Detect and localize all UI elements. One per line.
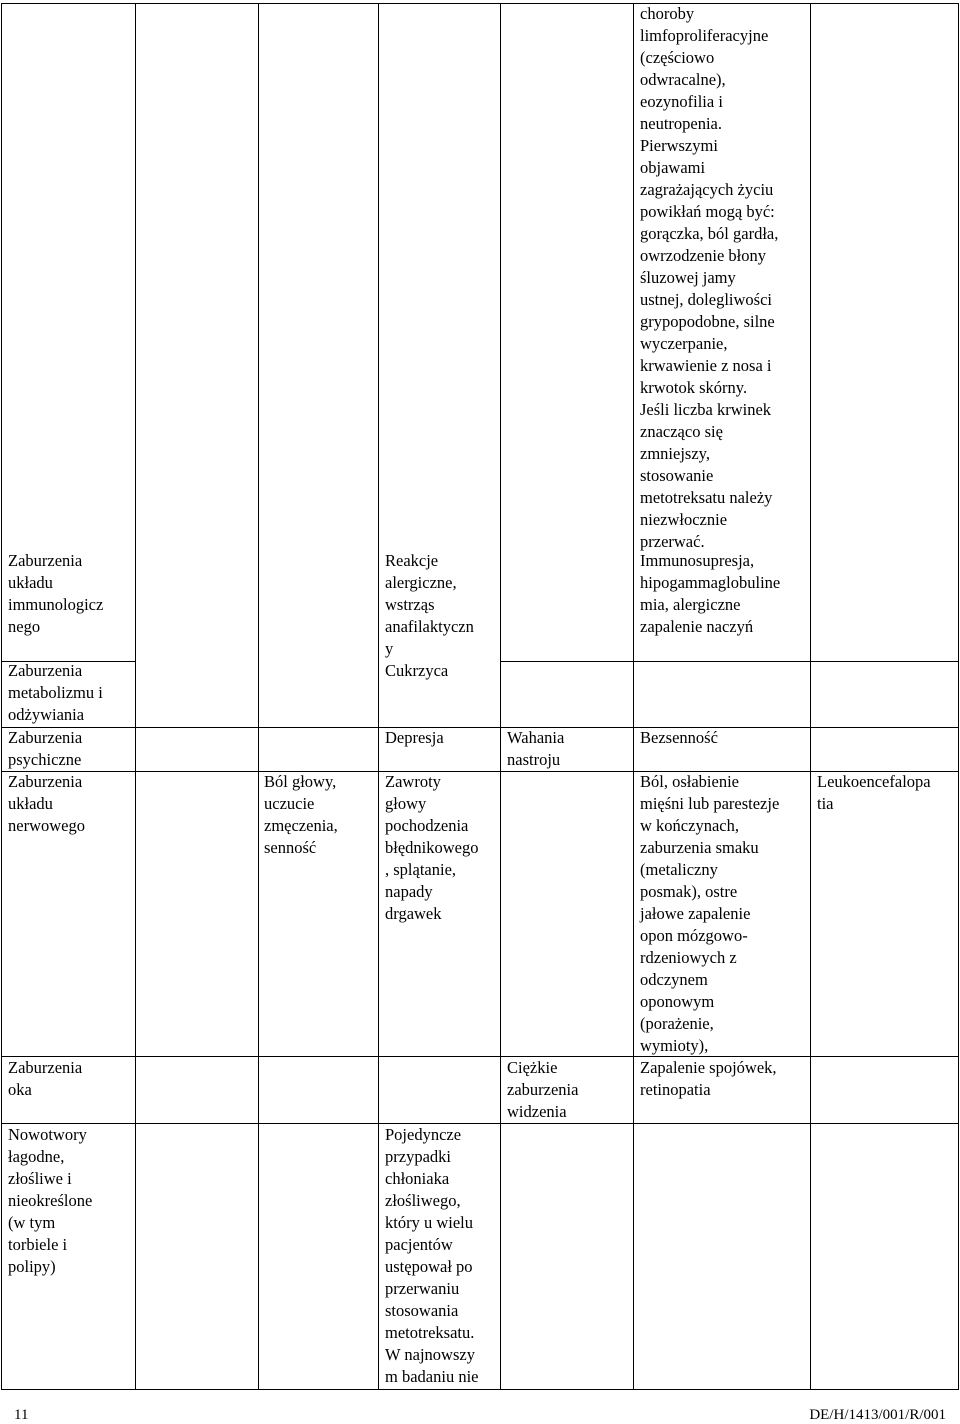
row-divider [1, 1056, 959, 1057]
column-divider [810, 3, 811, 1389]
organ-class-eye: Zaburzenia oka [8, 1058, 83, 1099]
row-divider [500, 661, 958, 662]
very-rare-eye: Zapalenie spojówek, retinopatia [640, 1058, 777, 1099]
unknown-nervous: Leukoencefalopa tia [817, 772, 931, 813]
very-rare-nervous: Ból, osłabienie mięśni lub parestezje w kończynach, zaburzenia smaku (metaliczny posmak), ostre jałowe zapalenie opon mózgowo- rdzeniowych z odczynem oponowym (porażenie, wymioty), [640, 772, 780, 1055]
organ-class-immunologic: Zaburzenia układu immunologicz nego [8, 551, 104, 636]
table-border-top [1, 3, 959, 4]
table-border-right [958, 3, 959, 1389]
table-border-bottom [1, 1389, 959, 1390]
very-rare-immunologic: Immunosupresja, hipogammaglobuline mia, alergiczne zapalenie naczyń [640, 551, 781, 636]
uncommon-nervous: Zawroty głowy pochodzenia błędnikowego , splątanie, napady drgawek [385, 772, 479, 923]
uncommon-immunologic: Reakcje alergiczne, wstrząs anafilaktyczn y [385, 551, 474, 658]
column-divider [258, 3, 259, 1389]
organ-class-neoplasms: Nowotwory łagodne, złośliwe i nieokreślone (w tym torbiele i polipy) [8, 1125, 93, 1276]
very-rare-top: choroby limfoproliferacyjne (częściowo odwracalne), eozynofilia i neutropenia. Pierwszymi objawami zagrażających życiu powikłań mogą być: gorączka, ból gardła, owrzodzenie błony śluzowej jamy ustnej, dolegliwości grypopodobne, silne wyczerpanie, krwawienie z nosa i krwotok skórny. Jeśli liczba krwinek znacząco się zmniejszy, stosowanie metotreksatu należy niezwłocznie przerwać. [640, 4, 779, 551]
organ-class-metabolic: Zaburzenia metabolizmu i odżywiania [8, 661, 103, 724]
column-divider [500, 3, 501, 1389]
common-nervous: Ból głowy, uczucie zmęczenia, senność [264, 772, 338, 857]
document-reference: DE/H/1413/001/R/001 [809, 1407, 946, 1423]
rare-psychiatric: Wahania nastroju [507, 728, 565, 769]
column-divider [135, 3, 136, 1389]
uncommon-neoplasms: Pojedyncze przypadki chłoniaka złośliwego, który u wielu pacjentów ustępował po przerwaniu stosowania metotreksatu. W najnowszy m badaniu nie [385, 1125, 479, 1386]
organ-class-nervous: Zaburzenia układu nerwowego [8, 772, 85, 835]
uncommon-metabolic: Cukrzyca [385, 661, 449, 680]
column-divider [633, 3, 634, 1389]
organ-class-psychiatric: Zaburzenia psychiczne [8, 728, 83, 769]
column-divider [378, 3, 379, 1389]
table-border-left [1, 3, 2, 1389]
very-rare-psychiatric: Bezsenność [640, 728, 718, 747]
uncommon-psychiatric: Depresja [385, 728, 444, 747]
rare-eye: Ciężkie zaburzenia widzenia [507, 1058, 579, 1121]
page-number: 11 [14, 1407, 29, 1423]
